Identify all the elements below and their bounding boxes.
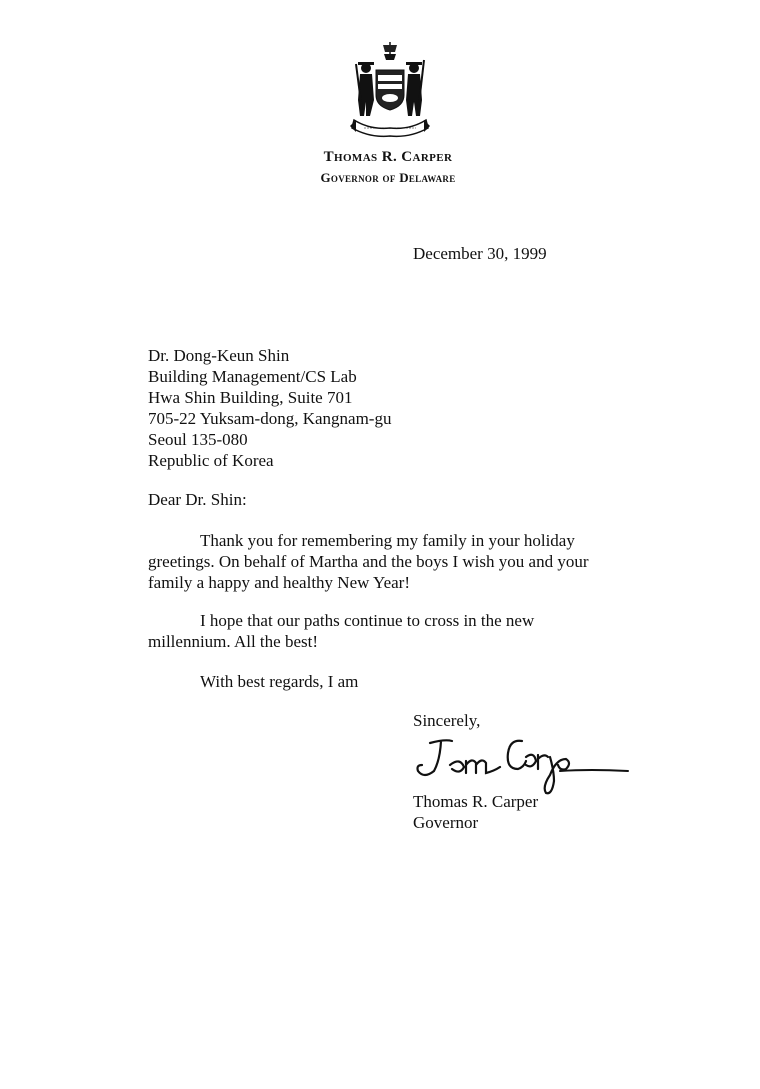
body-paragraph-2 [148, 610, 618, 652]
signer-title: Governor [413, 813, 479, 832]
delaware-state-seal-icon [340, 40, 440, 140]
letterhead-name: Thomas R. Carper [323, 149, 453, 165]
paragraph-text: greetings. On behalf of Martha and the boys I wish you and your family a happy and healthy New Year! [148, 552, 589, 592]
recipient-address [148, 346, 391, 472]
address-line: Republic of Korea [148, 451, 274, 470]
body-paragraph-1 [148, 530, 618, 593]
address-line: Dr. Dong-Keun Shin [148, 346, 290, 365]
paragraph-first-line: I hope that our paths continue to cross in the new [200, 611, 535, 630]
signer-name: Thomas R. Carper [413, 792, 539, 811]
letterhead-title: Governor of Delaware [320, 170, 456, 185]
paragraph-text: millennium. All the best! [148, 632, 318, 651]
salutation: Dear Dr. Shin: [148, 490, 247, 509]
closing-line: With best regards, I am [200, 672, 359, 691]
address-line: Seoul 135-080 [148, 430, 248, 449]
address-line: 705-22 Yuksam-dong, Kangnam-gu [148, 409, 392, 428]
address-line: Hwa Shin Building, Suite 701 [148, 388, 353, 407]
address-line: Building Management/CS Lab [148, 367, 357, 386]
complimentary-close: Sincerely, [413, 711, 481, 730]
letter-date: December 30, 1999 [413, 244, 547, 263]
paragraph-first-line: Thank you for remembering my family in your holiday [200, 531, 575, 550]
